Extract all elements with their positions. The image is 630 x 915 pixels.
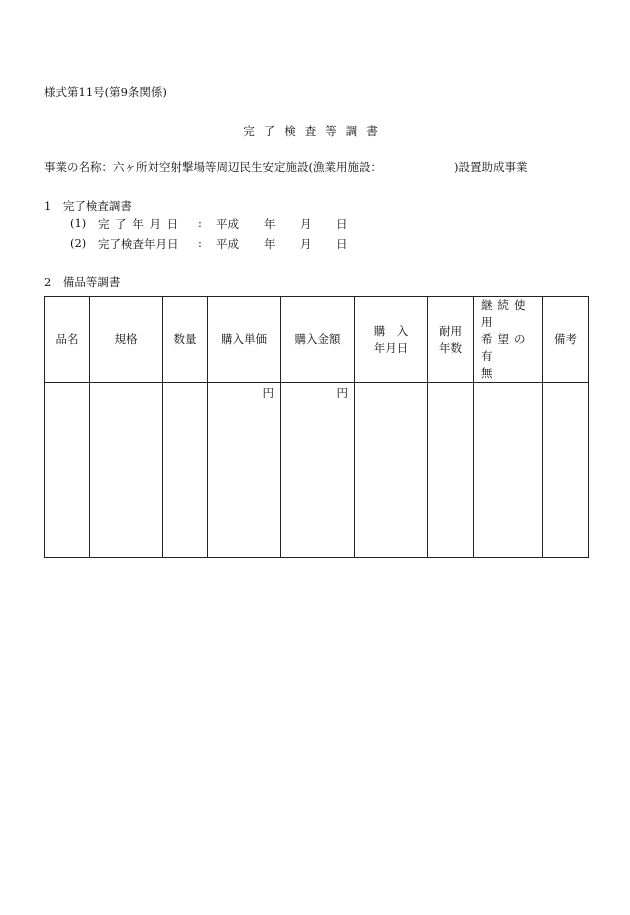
col-unit-price-header: 購入単価 <box>208 297 281 383</box>
table-row <box>45 383 589 558</box>
unit-price-cell[interactable] <box>208 383 281 558</box>
col-spec-header: 規格 <box>90 297 163 383</box>
era-label: 平成 <box>216 237 239 251</box>
name-cell[interactable] <box>45 383 90 558</box>
col-purchase-date-header <box>355 297 428 383</box>
purchase-date-cell[interactable] <box>355 383 428 558</box>
col-qty-header: 数量 <box>163 297 208 383</box>
document-title: 完了検査等調書 <box>243 124 387 138</box>
amount-cell[interactable] <box>281 383 355 558</box>
remarks-cell[interactable] <box>543 383 589 558</box>
continued-use-cell[interactable] <box>474 383 543 558</box>
row-number: (1) <box>70 216 87 230</box>
header-line: 希望の有 <box>481 332 531 363</box>
month-label: 月 <box>300 237 312 251</box>
form-number: 様式第11号(第9条関係) <box>44 85 167 99</box>
yen-unit: 円 <box>336 386 348 400</box>
col-continued-use-header <box>474 297 543 383</box>
equipment-table <box>44 296 589 558</box>
durable-years-cell[interactable] <box>428 383 474 558</box>
row-label: 完了検査年月日 <box>98 237 179 251</box>
project-name-suffix: )設置助成事業 <box>453 160 528 174</box>
header-line: 無 <box>481 366 493 380</box>
header-line: 購 入 <box>373 323 409 338</box>
year-label: 年 <box>264 217 276 231</box>
spec-cell[interactable] <box>90 383 163 558</box>
header-line: 年数 <box>439 340 462 355</box>
year-label: 年 <box>264 237 276 251</box>
project-name-prefix: 事業の名称：六ヶ所対空射撃場等周辺民生安定施設(漁業用施設： <box>44 160 382 174</box>
section1-heading: 1 完了検査調書 <box>44 199 132 213</box>
table-header-row <box>45 297 589 383</box>
qty-cell[interactable] <box>163 383 208 558</box>
row-colon: : <box>198 216 202 230</box>
month-label: 月 <box>300 217 312 231</box>
era-label: 平成 <box>216 217 239 231</box>
col-remarks-header: 備考 <box>543 297 589 383</box>
col-durable-years-header <box>428 297 474 383</box>
section2-heading: 2 備品等調書 <box>44 275 121 289</box>
day-label: 日 <box>336 237 348 251</box>
day-label: 日 <box>336 217 348 231</box>
row-colon: : <box>198 236 202 250</box>
col-name-header: 品名 <box>45 297 90 383</box>
header-line: 耐用 <box>439 323 462 338</box>
project-name-line <box>44 159 527 175</box>
col-amount-header: 購入金額 <box>281 297 355 383</box>
header-line: 継続使用 <box>481 298 531 329</box>
header-line: 年月日 <box>373 340 409 355</box>
row-number: (2) <box>70 236 87 250</box>
row-label: 完 了 年 月 日 <box>98 217 180 231</box>
yen-unit: 円 <box>262 386 274 400</box>
